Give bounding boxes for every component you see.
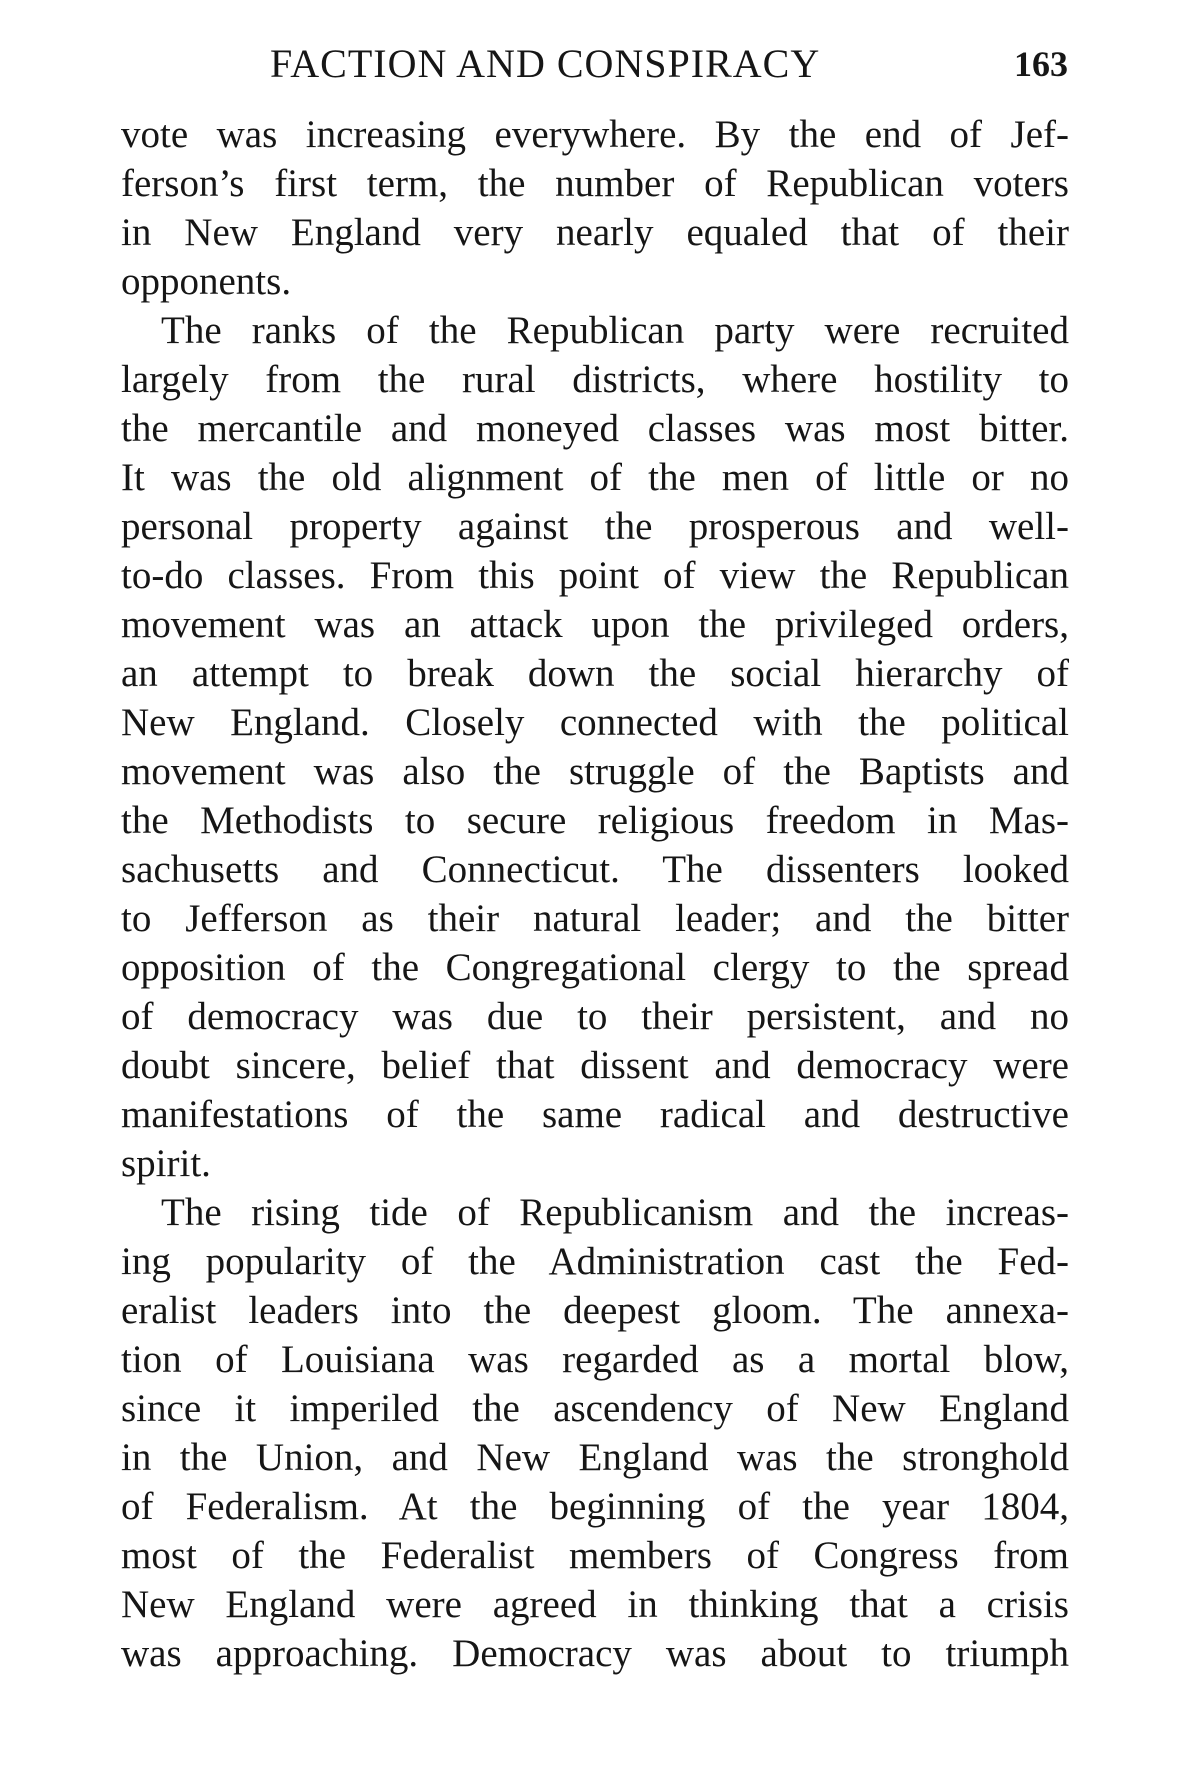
text-line: eralist leaders into the deepest gloom. The annexa-	[121, 1289, 1069, 1332]
text-line: an attempt to break down the social hierarchy of	[121, 652, 1069, 695]
text-line: largely from the rural districts, where hostility to	[121, 358, 1069, 401]
text-line: of democracy was due to their persistent, and no	[121, 995, 1069, 1038]
text-line: opponents.	[121, 260, 292, 303]
text-line: vote was increasing everywhere. By the end of Jef-	[121, 113, 1069, 156]
text-line: the Methodists to secure religious freedom in Mas-	[121, 799, 1069, 842]
text-line: personal property against the prosperous and well-	[121, 505, 1069, 548]
text-line: of Federalism. At the beginning of the year 1804,	[121, 1485, 1069, 1528]
text-line: most of the Federalist members of Congress from	[121, 1534, 1069, 1577]
text-line: to Jefferson as their natural leader; and the bitter	[121, 897, 1069, 940]
paragraph	[121, 1188, 1069, 1678]
text-line: The ranks of the Republican party were recruited	[161, 309, 1069, 352]
running-head	[120, 38, 1068, 90]
text-line: New England were agreed in thinking that a crisis	[121, 1583, 1069, 1626]
text-line: ferson’s first term, the number of Republican voters	[121, 162, 1069, 205]
text-line: New England. Closely connected with the political	[121, 701, 1069, 744]
text-line: since it imperiled the ascendency of New England	[121, 1387, 1069, 1430]
text-line: movement was an attack upon the privileged orders,	[121, 603, 1069, 646]
running-title: FACTION AND CONSPIRACY	[270, 41, 821, 86]
text-line: to-do classes. From this point of view the Republican	[121, 554, 1069, 597]
paragraph	[121, 306, 1069, 1188]
text-line: The rising tide of Republicanism and the increas-	[161, 1191, 1069, 1234]
text-line: opposition of the Congregational clergy to the spread	[121, 946, 1069, 989]
text-line: doubt sincere, belief that dissent and democracy were	[121, 1044, 1069, 1087]
text-line: movement was also the struggle of the Baptists and	[121, 750, 1069, 793]
text-line: in New England very nearly equaled that of their	[121, 211, 1069, 254]
text-line: tion of Louisiana was regarded as a mortal blow,	[121, 1338, 1069, 1381]
text-line: the mercantile and moneyed classes was most bitter.	[121, 407, 1069, 450]
paragraph	[121, 110, 1069, 306]
body-text	[121, 110, 1069, 1678]
text-line: sachusetts and Connecticut. The dissenters looked	[121, 848, 1069, 891]
text-line: was approaching. Democracy was about to triumph	[121, 1632, 1069, 1675]
text-line: It was the old alignment of the men of little or no	[121, 456, 1069, 499]
text-line: manifestations of the same radical and destructive	[121, 1093, 1069, 1136]
text-line: spirit.	[121, 1142, 211, 1185]
text-line: ing popularity of the Administration cast the Fed-	[121, 1240, 1069, 1283]
page-number: 163	[1014, 44, 1068, 84]
text-line: in the Union, and New England was the stronghold	[121, 1436, 1069, 1479]
